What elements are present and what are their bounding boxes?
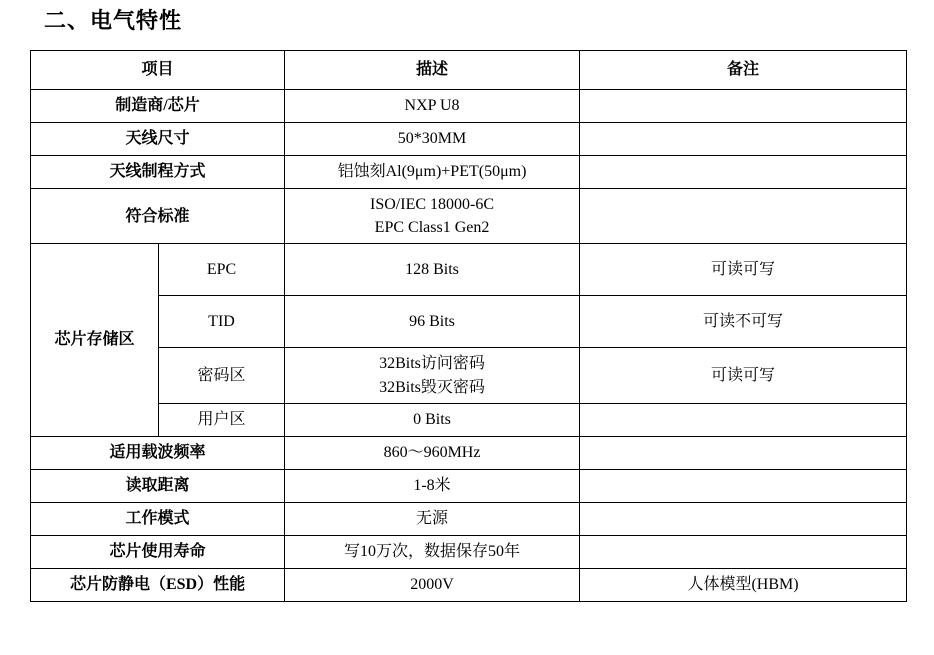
memory-value-epc: 128 Bits	[285, 244, 580, 296]
table-row	[31, 403, 907, 436]
table-row	[31, 348, 907, 403]
row-value-work-mode: 无源	[285, 502, 580, 535]
row-remark-frequency	[580, 436, 907, 469]
row-remark-manufacturer	[580, 90, 907, 123]
row-remark-work-mode	[580, 502, 907, 535]
column-header-description: 描述	[285, 51, 580, 90]
row-label-antenna-process: 天线制程方式	[31, 156, 285, 189]
standards-line-1: ISO/IEC 18000-6C	[370, 196, 495, 213]
memory-remark-epc: 可读可写	[580, 244, 907, 296]
memory-remark-tid: 可读不可写	[580, 296, 907, 348]
row-remark-esd: 人体模型(HBM)	[580, 568, 907, 601]
table-header-row	[31, 51, 907, 90]
table-row	[31, 90, 907, 123]
row-value-standards	[285, 189, 580, 244]
memory-value-password	[285, 348, 580, 403]
memory-sub-password: 密码区	[159, 348, 285, 403]
memory-value-tid: 96 Bits	[285, 296, 580, 348]
standards-line-2: EPC Class1 Gen2	[374, 219, 490, 237]
row-label-esd: 芯片防静电（ESD）性能	[31, 568, 285, 601]
row-label-standards: 符合标准	[31, 189, 285, 244]
row-remark-standards	[580, 189, 907, 244]
row-label-read-range: 读取距离	[31, 469, 285, 502]
spec-table-container	[30, 50, 906, 602]
table-row	[31, 123, 907, 156]
page-title: 二、电气特性	[44, 8, 183, 34]
row-value-esd: 2000V	[285, 568, 580, 601]
row-label-antenna-size: 天线尺寸	[31, 123, 285, 156]
memory-remark-password: 可读可写	[580, 348, 907, 403]
row-value-manufacturer: NXP U8	[285, 90, 580, 123]
table-row	[31, 244, 907, 296]
row-label-memory-area: 芯片存储区	[31, 244, 159, 436]
row-label-lifetime: 芯片使用寿命	[31, 535, 285, 568]
password-line-2: 32Bits毁灭密码	[379, 378, 485, 396]
column-header-item: 项目	[31, 51, 285, 90]
row-value-lifetime: 写10万次，数据保存50年	[285, 535, 580, 568]
row-remark-read-range	[580, 469, 907, 502]
row-value-antenna-size: 50*30MM	[285, 123, 580, 156]
memory-remark-user	[580, 403, 907, 436]
table-row	[31, 469, 907, 502]
row-value-frequency: 860～960MHz	[285, 436, 580, 469]
table-row	[31, 535, 907, 568]
memory-value-user: 0 Bits	[285, 403, 580, 436]
row-label-frequency: 适用载波频率	[31, 436, 285, 469]
password-line-1: 32Bits访问密码	[379, 355, 485, 373]
table-row	[31, 436, 907, 469]
memory-sub-epc: EPC	[159, 244, 285, 296]
memory-sub-tid: TID	[159, 296, 285, 348]
row-remark-antenna-process	[580, 156, 907, 189]
row-label-work-mode: 工作模式	[31, 502, 285, 535]
row-value-read-range: 1-8米	[285, 469, 580, 502]
memory-sub-user: 用户区	[159, 403, 285, 436]
column-header-remark: 备注	[580, 51, 907, 90]
table-row	[31, 568, 907, 601]
table-row	[31, 156, 907, 189]
table-row	[31, 296, 907, 348]
table-row	[31, 189, 907, 244]
row-remark-antenna-size	[580, 123, 907, 156]
table-row	[31, 502, 907, 535]
row-label-manufacturer: 制造商/芯片	[31, 90, 285, 123]
row-remark-lifetime	[580, 535, 907, 568]
electrical-spec-table	[30, 50, 907, 602]
row-value-antenna-process: 铝蚀刻Al(9μm)+PET(50μm)	[285, 156, 580, 189]
